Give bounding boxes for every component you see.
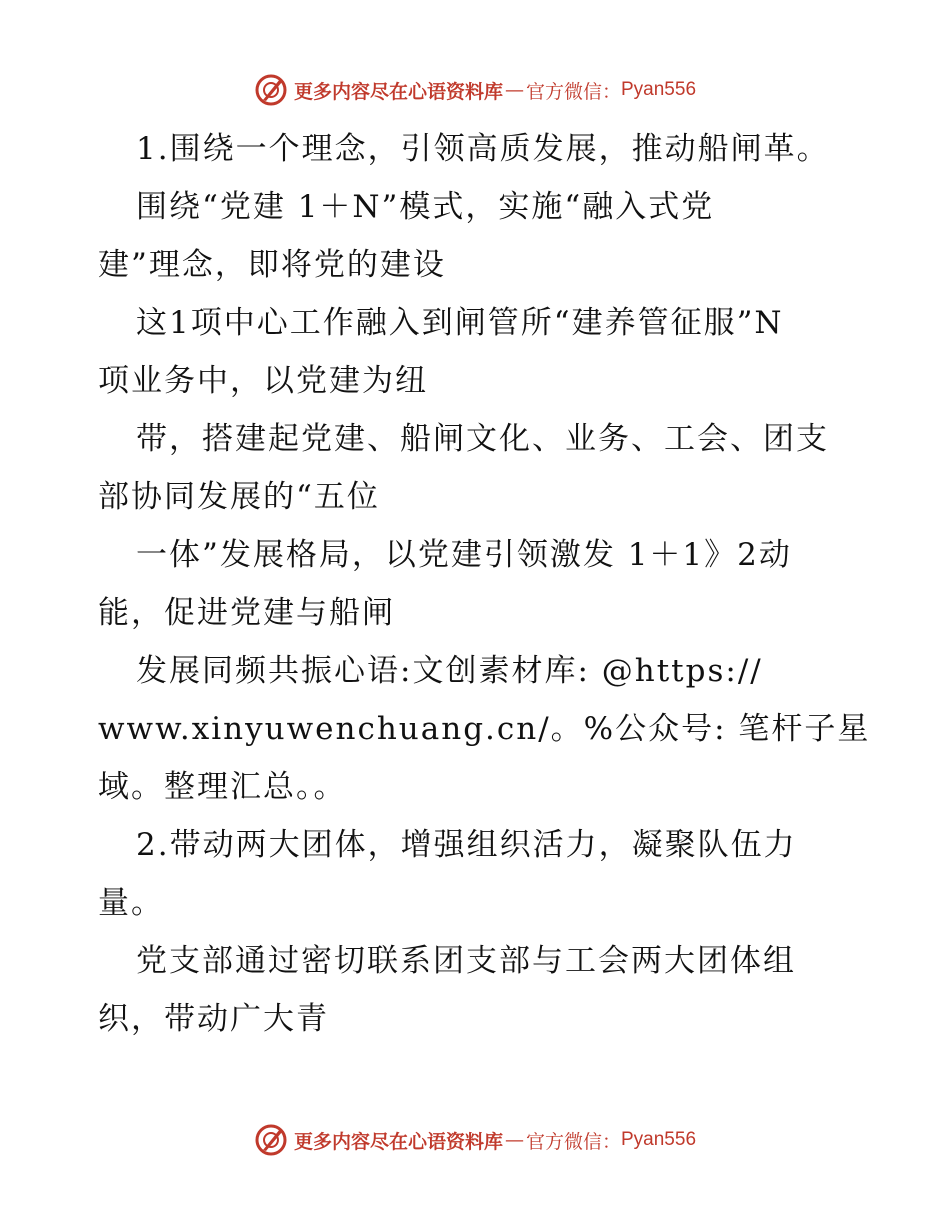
body-line: 带，搭建起党建、船闸文化、业务、工会、团支 bbox=[136, 421, 829, 457]
footer-banner-inner bbox=[254, 1123, 696, 1157]
document-body bbox=[98, 120, 871, 1048]
body-line: 域。整理汇总。。 bbox=[98, 769, 347, 805]
page-header-banner bbox=[0, 70, 950, 110]
body-line: 发展同频共振心语:文创素材库: @https:// bbox=[136, 653, 763, 689]
header-dash: — bbox=[504, 79, 524, 101]
header-wechat-id: Pyan556 bbox=[621, 79, 697, 100]
body-line: 织，带动广大青 bbox=[98, 1001, 329, 1037]
footer-dash: — bbox=[504, 1129, 524, 1151]
body-line: 1.围绕一个理念，引领高质发展，推动船闸革。 bbox=[136, 131, 830, 167]
body-line: 部协同发展的“五位 bbox=[98, 479, 380, 515]
body-line: 建”理念，即将党的建设 bbox=[98, 247, 446, 283]
body-line: 量。 bbox=[98, 885, 164, 921]
quill-logo-icon bbox=[254, 73, 288, 107]
header-wechat-label: 官方微信： bbox=[525, 80, 621, 103]
footer-wechat-id: Pyan556 bbox=[621, 1129, 697, 1150]
header-brand-text: 更多内容尽在心语资料库 bbox=[293, 80, 503, 103]
body-line: 能，促进党建与船闸 bbox=[98, 595, 395, 631]
page-footer-banner bbox=[0, 1120, 950, 1160]
quill-logo-icon bbox=[254, 1123, 288, 1157]
body-line: 2.带动两大团体，增强组织活力，凝聚队伍力 bbox=[136, 827, 797, 863]
body-line: 一体”发展格局，以党建引领激发 1＋1》2动 bbox=[136, 537, 792, 573]
body-line: 项业务中，以党建为纽 bbox=[98, 363, 428, 399]
footer-wechat-label: 官方微信： bbox=[525, 1130, 621, 1153]
footer-brand-text: 更多内容尽在心语资料库 bbox=[293, 1130, 503, 1153]
body-line: 党支部通过密切联系团支部与工会两大团体组 bbox=[136, 943, 796, 979]
body-line: 围绕“党建 1＋N”模式，实施“融入式党 bbox=[136, 189, 715, 225]
body-line: www.xinyuwenchuang.cn/。%公众号: 笔杆子星 bbox=[98, 711, 871, 747]
header-banner-inner bbox=[254, 73, 696, 107]
body-line: 这1项中心工作融入到闸管所“建养管征服”N bbox=[136, 305, 784, 341]
